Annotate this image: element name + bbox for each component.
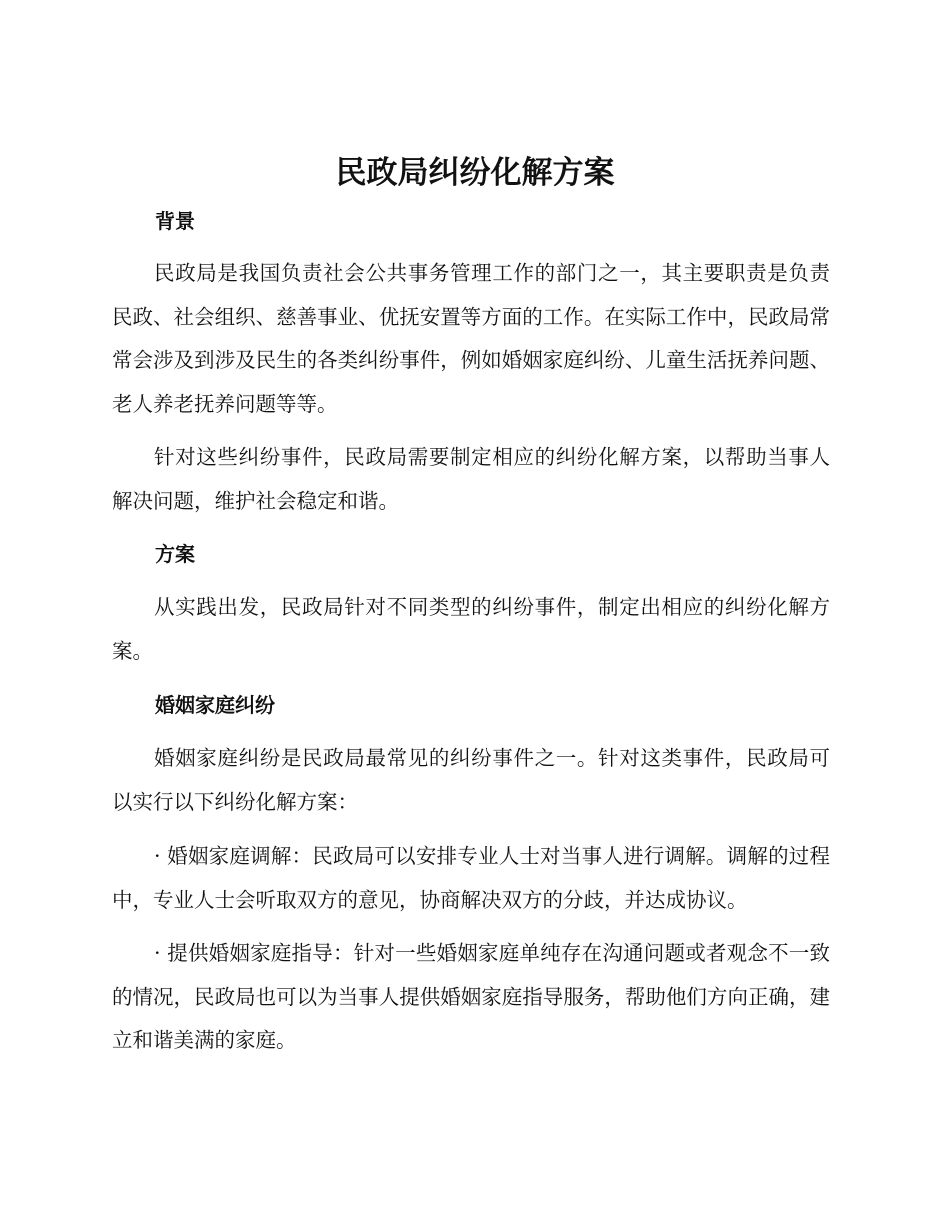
page-title: 民政局纠纷化解方案	[335, 155, 615, 191]
list-item-marriage-guidance: · 提供婚姻家庭指导：针对一些婚姻家庭单纯存在沟通问题或者观念不一致的情况，民政局也可以为当事人提供婚姻家庭指导服务，帮助他们方向正确，建立和谐美满的家庭。	[112, 941, 830, 1052]
paragraph-background-2: 针对这些纠纷事件，民政局需要制定相应的纠纷化解方案，以帮助当事人解决问题，维护社会稳定和谐。	[112, 445, 830, 513]
section-heading-plan: 方案	[155, 542, 195, 566]
section-heading-marriage: 婚姻家庭纠纷	[155, 693, 275, 717]
paragraph-plan-1: 从实践出发，民政局针对不同类型的纠纷事件，制定出相应的纠纷化解方案。	[112, 595, 830, 663]
list-item-marriage-mediation: · 婚姻家庭调解：民政局可以安排专业人士对当事人进行调解。调解的过程中，专业人士会听取双方的意见，协商解决双方的分歧，并达成协议。	[112, 844, 830, 912]
paragraph-background-1: 民政局是我国负责社会公共事务管理工作的部门之一，其主要职责是负责民政、社会组织、慈善事业、优抚安置等方面的工作。在实际工作中，民政局常常会涉及到涉及民生的各类纠纷事件，例如婚姻家庭纠纷、儿童生活抚养问题、老人养老抚养问题等等。	[112, 261, 830, 416]
section-heading-background: 背景	[155, 209, 195, 233]
paragraph-marriage-1: 婚姻家庭纠纷是民政局最常见的纠纷事件之一。针对这类事件，民政局可以实行以下纠纷化解方案：	[112, 746, 830, 814]
